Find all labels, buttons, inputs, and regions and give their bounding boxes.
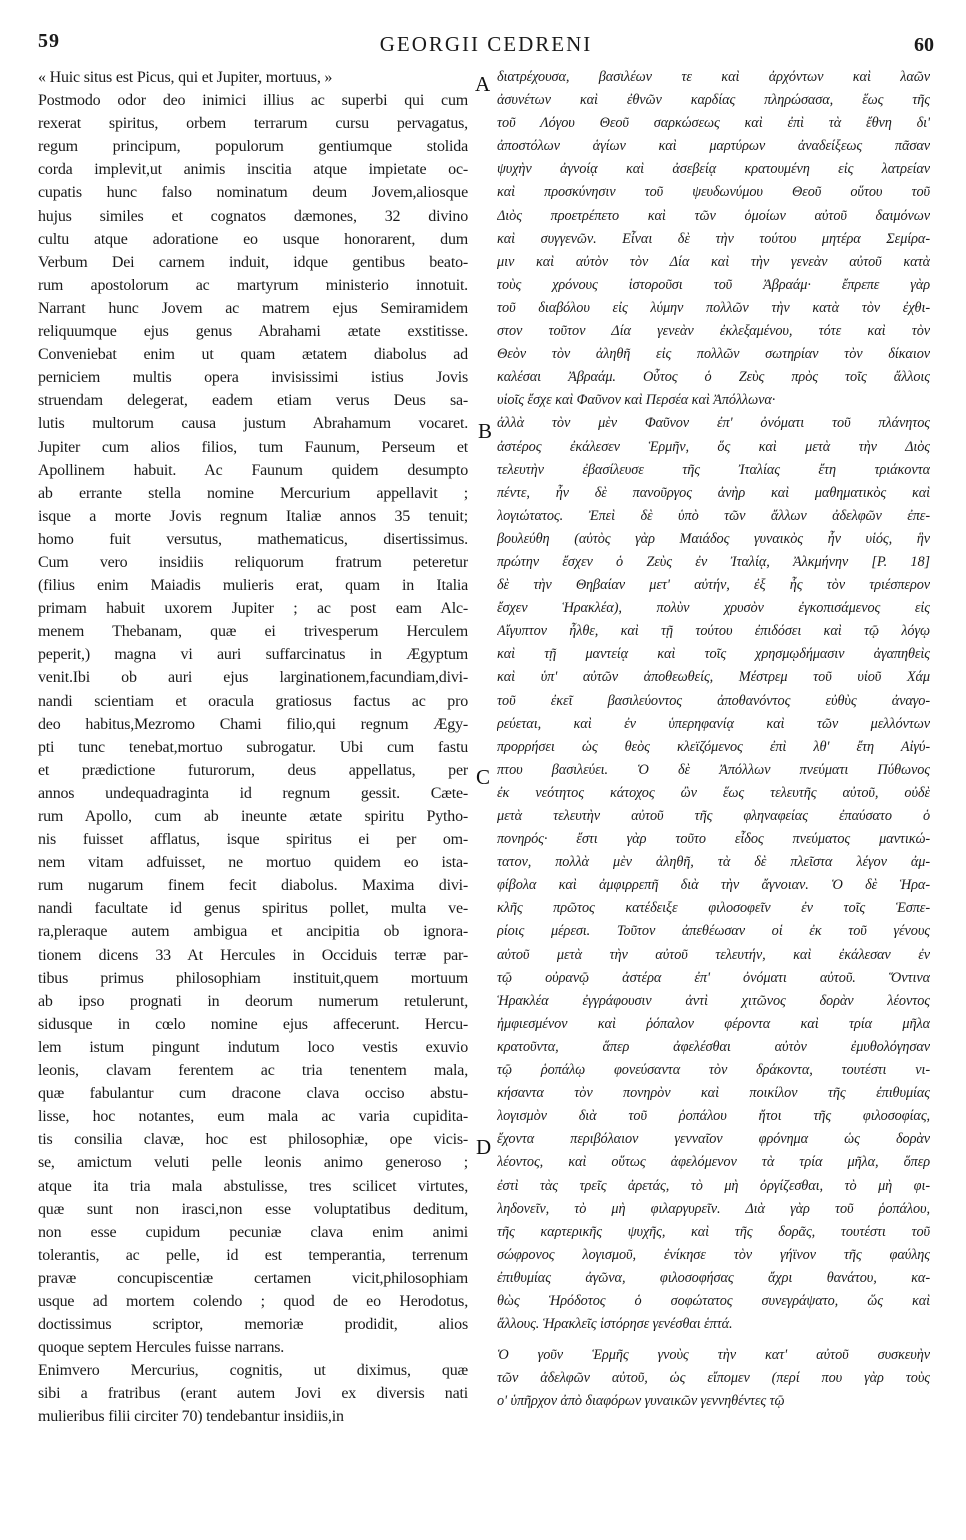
text-line: τοῦ Λόγου Θεοῦ σαρκώσεως καὶ ἐπὶ τὰ ἔθνη δι' <box>497 115 930 132</box>
text-line: tolerantis, ac pelle, id est temperantia, terrenum <box>38 1246 468 1264</box>
text-line: tionem dicens 33 At Hercules in Occiduis terræ par- <box>38 946 468 964</box>
text-line: nis fuisset afflatus, isque spiritus ei per om- <box>38 831 468 849</box>
page-number-right: 60 <box>914 34 934 56</box>
text-line: ἔχοντα περιβόλαιον γενναῖον φρόνημα ὡς δορὰν <box>497 1131 930 1148</box>
text-line: καὶ τῇ μαντείᾳ καὶ τοῖς χρησμῳδήμασιν ἀγαπηθεὶς <box>497 646 930 663</box>
text-line: τελευτὴν ἐβασίλευσε τῆς Ἰταλίας ἔτη τριάκοντα <box>497 461 930 478</box>
text-line: mulieribus filii circiter 70) tendebantur insidiis,in <box>38 1408 344 1426</box>
text-line: πονηρός· ἔστι γὰρ τοῦτο εἶδος πνεύματος μαντικώ- <box>497 831 930 848</box>
text-line: Enimvero Mercurius, cognitis, ut diximus, quæ <box>38 1362 468 1380</box>
text-line: καὶ ὑπ' αὐτῶν ἀποθεωθείς, Μέστρεμ τοῦ υἱοῦ Χάμ <box>497 669 930 686</box>
text-line: Jupiter cum alios filios, tum Faunum, Perseum et <box>38 438 468 456</box>
text-line: λέοντος, καὶ οὕτως ἀφελόμενον τὰ τρία μῆλα, ὅπερ <box>497 1154 930 1171</box>
text-line: ἀστέρος ἐκάλεσεν Ἑρμῆν, ὅς καὶ μετὰ τὴν Διὸς <box>497 438 930 455</box>
text-line: Αἴγυπτον ἦλθε, καὶ τῇ τούτου ἐπιδόσει καὶ τῷ λόγῳ <box>497 623 930 640</box>
text-line: rum Apollo, cum ab ineunte ætate spiritu Pytho- <box>38 808 468 825</box>
text-line: homo fuit versutus, mathematicus, disertissimus. <box>38 530 468 548</box>
text-line: βουλεύθη (αὐτὸς γὰρ Μαιάδος γυναικὸς ἦν υἱός, ἣν <box>497 530 930 547</box>
text-line: venit.Ibi ob auri ejus larginationem,facundiam,divi- <box>38 669 468 687</box>
text-line: κλῆς πρῶτος κατέδειξε φιλοσοφεῖν ἐν τοῖς Ἑσπε- <box>497 900 930 917</box>
text-line: τατον, πολλὰ μὲν ἀληθῆ, τὰ δὲ πλεῖστα λέγον ἀμ- <box>497 854 930 871</box>
text-line: nandi facultate id genus spiritus pollet, multa ve- <box>38 900 468 918</box>
text-line: quoque septem Hercules fuisse narrans. <box>38 1339 285 1357</box>
text-line: Conveniebat enim ut quam ætatem diabolus ad <box>38 346 468 364</box>
text-line: rum nugarum finem fecit diabolus. Maxima divi- <box>38 877 468 895</box>
text-line: κήσαντα τὸν πονηρὸν καὶ ποικίλον τῆς ἐπιθυμίας <box>497 1085 930 1102</box>
section-marker-b: B <box>478 419 493 443</box>
text-line: τῷ ῥοπάλῳ φονεύσαντα τὸν δράκοντα, τουτέστι νι- <box>497 1062 930 1079</box>
text-line: cupatis hunc falso nominatum deum Jovem,aliosque <box>38 184 468 202</box>
text-line: τῶν ἀδελφῶν αὐτοῦ, ὡς εἴπομεν (περί που γὰρ τοὺς <box>497 1370 930 1387</box>
text-line: πρώτην ἔσχεν ὁ Ζεὺς ἐν Ἰταλίᾳ, Ἀλκμήνην [P. 18] <box>497 553 930 570</box>
text-line: στον τοῦτον Δία γενεὰν ἐκλεξαμένου, τότε καὶ τὸν <box>497 323 930 340</box>
text-line: tibus primus philosophiam instituit,quem mortuum <box>38 969 468 987</box>
text-line: doctissimus scriptor, memoriæ prodidit, alios <box>38 1316 468 1334</box>
text-line: Διὸς προετρέπετο καὶ τῶν ὁμοίων αὐτοῦ δαιμόνων <box>497 207 930 224</box>
latin-column <box>38 66 468 1429</box>
text-line: usque ad mortem colendo ; quod de eo Herodotus, <box>38 1292 468 1310</box>
text-line: quæ sunt non irasci,non esse voluptatibus deditum, <box>38 1200 468 1218</box>
text-line: Apollinem habuit. Ac Faunum quidem desumpto <box>38 461 468 479</box>
text-line: Postmodo odor deo inimici illius ac superbi qui cum <box>38 92 468 110</box>
text-line: Ὁ γοῦν Ἑρμῆς γνοὺς τὴν κατ' αὐτοῦ συσκευὴν <box>497 1347 930 1364</box>
text-line: ἀσυνέτων καὶ ἐθνῶν καρδίας πληρώσασα, ἕως τῆς <box>497 92 930 109</box>
text-line: tis consilia clavæ, hoc est philosophiæ, ope vicis- <box>38 1131 468 1149</box>
text-line: λογιώτατος. Ἐπεὶ δὲ ὑπὸ τῶν ἄλλων ἀδελφῶν ἐπε- <box>497 507 930 524</box>
text-line: ἄλλους. Ἡρακλεῖς ἱστόρησε γενέσθαι ἑπτά. <box>497 1316 733 1333</box>
section-marker-d: D <box>476 1135 492 1159</box>
text-line: regum principum, populorum gentiumque stolida <box>38 138 468 156</box>
text-line: Verbum Dei carnem induit, idque gentibus beato- <box>38 253 468 271</box>
text-line: cultu atque adoratione eo usque honorarent, dum <box>38 230 468 248</box>
text-line: λογισμὸν διὰ τοῦ ῥοπάλου ἤτοι τῆς φιλοσοφίας, <box>497 1108 930 1125</box>
text-line: se, amictum veluti pelle leonis animo generoso ; <box>38 1154 468 1172</box>
section-marker-c: C <box>476 765 491 789</box>
text-line: ρίοις μέρεσι. Τοῦτον ἀπεθέωσαν οἱ ἐκ τοῦ γένους <box>497 923 930 940</box>
text-line: πτου βασιλεύει. Ὁ δὲ Ἀπόλλων πνεύματι Πύθωνος <box>497 761 930 778</box>
text-line: τῆς καρτερικῆς ψυχῆς, καὶ τῆς δορᾶς, τουτέστι τοῦ <box>497 1223 930 1240</box>
text-line: rexerat spiritus, orbem terrarum cursu pervagatus, <box>38 115 468 133</box>
text-line: (filius enim Maiadis mulieris erat, quam in Italia <box>38 577 468 595</box>
text-line: hujus similes et cognatos dæmones, 32 divino <box>38 207 468 225</box>
text-line: nandi scientiam et oracula gratiosus factus ac pro <box>38 692 468 710</box>
text-line: lem istum pingunt indutum loco vestis exuvio <box>38 1038 468 1056</box>
text-line: τῷ οὐρανῷ ἀστέρα ἐπ' ὀνόματι αὐτοῦ. Ὅντινα <box>497 969 930 986</box>
text-line: ab ipso prognati in deorum numerum retulerunt, <box>38 992 468 1010</box>
text-line: leonis, clavam ferentem ac tria tenentem mala, <box>38 1062 468 1080</box>
text-line: pravæ concupiscentiæ certamen vicit,philosophiam <box>38 1269 468 1287</box>
text-line: atque ita tria mala abstulisse, tres scilicet virtutes, <box>38 1177 468 1195</box>
text-line: προρρήσει ὡς θεὸς κλεϊζόμενος ἐπὶ λθ' ἔτη Αἰγύ- <box>497 738 930 755</box>
text-line: καὶ συγγενῶν. Εἶναι δὲ τὴν τούτου μητέρα Σεμίρα- <box>497 230 930 247</box>
text-line: ἀλλὰ τὸν μὲν Φαῦνον ἐπ' ὀνόματι τοῦ πλάνητος <box>497 415 930 432</box>
text-line: ψυχὴν ἀγνοίᾳ καὶ ἀσεβείᾳ κρατουμένη εἰς λατρείαν <box>497 161 930 178</box>
text-line: ἐπιθυμίας ἀγῶνα, φιλοσοφήσας ἄχρι θανάτου, κα- <box>497 1269 930 1286</box>
text-line: quæ fabulantur cum dracone clava occiso abstu- <box>38 1085 468 1103</box>
text-line: sibi a fratribus (erant autem Jovi ex diversis nati <box>38 1385 468 1403</box>
text-line: Narrant hunc Jovem ac matrem ejus Semiramidem <box>38 299 468 317</box>
section-marker-a: A <box>475 72 491 96</box>
text-line: peperit,) magna vi auri suffarcinatus in Ægyptum <box>38 646 468 664</box>
running-header <box>38 30 934 60</box>
text-line: struendam delegerat, eadem etiam verus Deus sa- <box>38 392 468 410</box>
text-line: pti tunc tenebat,mortuo subrogatur. Ubi cum fastu <box>38 738 468 756</box>
text-line: τοῦ διαβόλου εἰς λύμην πολλῶν τὴν κατὰ τὸν ἐχθι- <box>497 299 930 316</box>
text-line: deo habitus,Mezromo Chami filio,qui regnum Ægy- <box>38 715 468 733</box>
text-line: ἐστὶ τὰς τρεῖς ἀρετάς, τὸ μὴ ὀργίζεσθαι, τὸ μὴ φι- <box>497 1177 930 1194</box>
text-line: ρεύεται, καὶ ἐν ὑπερηφανίᾳ καὶ τῶν μελλόντων <box>497 715 930 732</box>
text-line: ο' ὑπῆρχον ἀπὸ διαφόρων γυναικῶν γεννηθέντες τῷ <box>497 1393 785 1410</box>
text-line: ἔσχεν Ἡρακλέα), πολὺν χρυσὸν ἐγκοπισάμενος εἰς <box>497 600 930 617</box>
text-line: corda implevit,ut animis inscitia atque impietate oc- <box>38 161 468 179</box>
text-line: ἐκ νεότητος κάτοχος ὢν ἕως τελευτῆς αὐτοῦ, οὐδὲ <box>497 784 930 801</box>
text-line: annos undequadraginta id regnum gessit. Cæte- <box>38 784 468 802</box>
text-line: isque a morte Jovis regnum Italiæ annos 35 tenuit; <box>38 507 468 525</box>
text-line: θὼς Ἡρόδοτος ὁ σοφώτατος συνεγράψατο, ὥς καὶ <box>497 1292 930 1309</box>
text-line: σώφρονος λογισμοῦ, ἐνίκησε τὸν γήϊνον τῆς φαύλης <box>497 1246 930 1263</box>
text-line: υἱοῖς ἔσχε καὶ Φαῦνον καὶ Περσέα καὶ Ἀπόλλωνα· <box>497 392 776 409</box>
text-line: ἀποστόλων ἁγίων καὶ μαρτύρων ἀναδείξεως πᾶσαν <box>497 138 930 155</box>
text-line: et prædictione futurorum, deus appellatus, per <box>38 761 468 779</box>
text-line: sidusque in cœlo nomine ejus affecerunt. Hercu- <box>38 1015 468 1033</box>
text-line: « Huic situs est Picus, qui et Jupiter, mortuus, » <box>38 69 333 86</box>
text-line: τοῦ ἐκεῖ βασιλεύοντος ἀποθανόντος εὐθὺς ἀναγο- <box>497 692 930 709</box>
text-line: κρατοῦντα, ἅπερ ἀφελέσθαι αὐτὸν ἐμυθολόγησαν <box>497 1038 930 1055</box>
running-title: GEORGII CEDRENI <box>379 32 593 56</box>
text-line: Cum vero insidiis reliquorum fratrum peteretur <box>38 553 468 571</box>
text-line: primam habuit uxorem Jupiter ; ac post eam Alc- <box>38 600 468 618</box>
greek-column <box>497 66 930 1413</box>
page-number-left: 59 <box>38 30 60 52</box>
text-line: Θεὸν τὸν ἀληθῆ εἰς πολλῶν σωτηρίαν τὸν δίκαιον <box>497 346 930 363</box>
text-line: ἠμφιεσμένον καὶ ῥόπαλον φέροντα καὶ τρία μῆλα <box>497 1015 930 1032</box>
text-line: ab errante stella nomine Mercurium appellavit ; <box>38 484 468 502</box>
text-line: καὶ προσκύνησιν τοῦ ψευδωνύμου Θεοῦ οὕτου τοῦ <box>497 184 930 201</box>
text-line: καλέσαι Ἀβραάμ. Οὗτος ὁ Ζεὺς πρὸς τοῖς ἄλλοις <box>497 369 930 386</box>
text-line: μετὰ τελευτὴν αὐτοῦ τῆς φληναφείας ἐπαύσατο ὁ <box>497 808 930 824</box>
text-line: non esse cupidum pecuniæ clava enim animi <box>38 1223 468 1241</box>
text-line: φίβολα καὶ ἀμφιρρεπῆ διὰ τὴν ἄγνοιαν. Ὁ δὲ Ἡρα- <box>497 877 930 894</box>
text-line: ra,pleraque autem ambigua et ancipitia ob ignora- <box>38 923 468 941</box>
text-line: lisse, hoc notantes, eum mala ac varia cupidita- <box>38 1108 468 1126</box>
text-line: Ἡρακλέα ἐγγράφουσιν ἀντὶ χιτῶνος δορὰν λέοντος <box>497 992 930 1009</box>
text-line: reliquumque ejus genus Abrahami ætate exstitisse. <box>38 323 468 341</box>
text-line: αὐτοῦ μετὰ τὴν αὐτοῦ τελευτήν, καὶ ἐκάλεσαν ἐν <box>497 946 930 963</box>
text-line: menem Thebanam, quæ ei trivesperum Herculem <box>38 623 468 641</box>
text-line: ληδονεῖν, τὸ μὴ φιλαργυρεῖν. Διὰ γὰρ τοῦ ῥοπάλου, <box>497 1200 930 1217</box>
text-line: rum apostolorum ac martyrum ministerio innotuit. <box>38 276 468 294</box>
text-line: δὲ τὴν Θηβαίαν μετ' αὐτήν, ἐξ ἧς τὸν τριέσπερον <box>497 577 930 594</box>
text-line: perniciem multis opera invisissimi istius Jovis <box>38 369 468 387</box>
text-line: nem vitam adfuisset, ne mortuo quidem eo ista- <box>38 854 468 872</box>
text-line: πέντε, ἦν δὲ πανοῦργος ἀνὴρ καὶ μαθηματικὸς καὶ <box>497 484 930 501</box>
text-line: lutis multorum causa justum Abrahamum vocaret. <box>38 415 468 433</box>
text-line: τοὺς χρόνους ἱστοροῦσι τοῦ Ἀβραάμ· ἔπρεπε γὰρ <box>497 276 930 293</box>
text-line: διατρέχουσα, βασιλέων τε καὶ ἀρχόντων καὶ λαῶν <box>497 69 930 85</box>
text-line: μιν καὶ αὐτὸν τὸν Δία καὶ τὴν γενεὰν αὐτοῦ κατὰ <box>497 253 930 270</box>
